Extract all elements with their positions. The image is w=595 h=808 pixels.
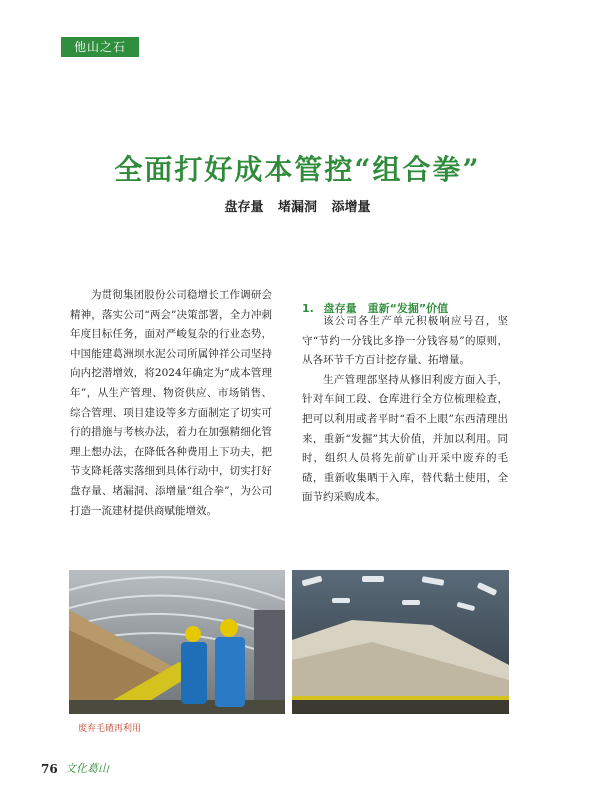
photo-workers-warehouse <box>69 570 285 714</box>
article-subtitle: 盘存量 堵漏洞 添增量 <box>224 200 371 215</box>
right-paragraph-2: 生产管理部坚持从修旧利废方面入手，针对车间工段、仓库进行全方位梳理检查，把可以利用或者平时“看不上眼”东西清理出来，重新“发掘”其大价值，并加以利用。同时，组织人员将先前矿山开采中废弃的毛碴，重新收集晒干入库，替代黏土使用，全面节约采购成本。 <box>302 373 508 504</box>
page-number: 76 <box>41 762 58 776</box>
left-paragraph: 为贯彻集团股份公司稳增长工作调研会精神，落实公司“两会”决策部署，全力冲刺年度目标任务，面对严峻复杂的行业态势，中国能建葛洲坝水泥公司所属钟祥公司坚持向内挖潜增效，将2024年确定为“成本管理年”，从生产管理、物资供应、市场销售、综合管理、项目建设等多方面制定了切实可行的措施与考核办法，着力在加强精细化管理上想办法，在降低各种费用上下功夫，把节支降耗落实落细到具体行动中，切实打好盘存量、堵漏洞、添增量“组合拳”，为公司打造一流建材提供商赋能增效。 <box>70 289 272 517</box>
photo-storage-shed <box>292 570 509 714</box>
section-heading: 1. 盘存量 重新“发掘”价值 <box>302 302 449 315</box>
footer-logo: 文化葛山 <box>65 762 109 775</box>
left-column <box>70 286 272 521</box>
section-tab: 他山之石 <box>61 37 139 57</box>
article-title: 全面打好成本管控“组合拳” <box>114 153 481 186</box>
right-column <box>302 312 508 508</box>
right-paragraph-1: 该公司各生产单元积极响应号召，坚守“节约一分钱比多挣一分钱容易”的原则，从各环节千方百计挖存量、拓增量。 <box>302 315 508 367</box>
photo-caption: 废弃毛碴再利用 <box>78 724 142 734</box>
